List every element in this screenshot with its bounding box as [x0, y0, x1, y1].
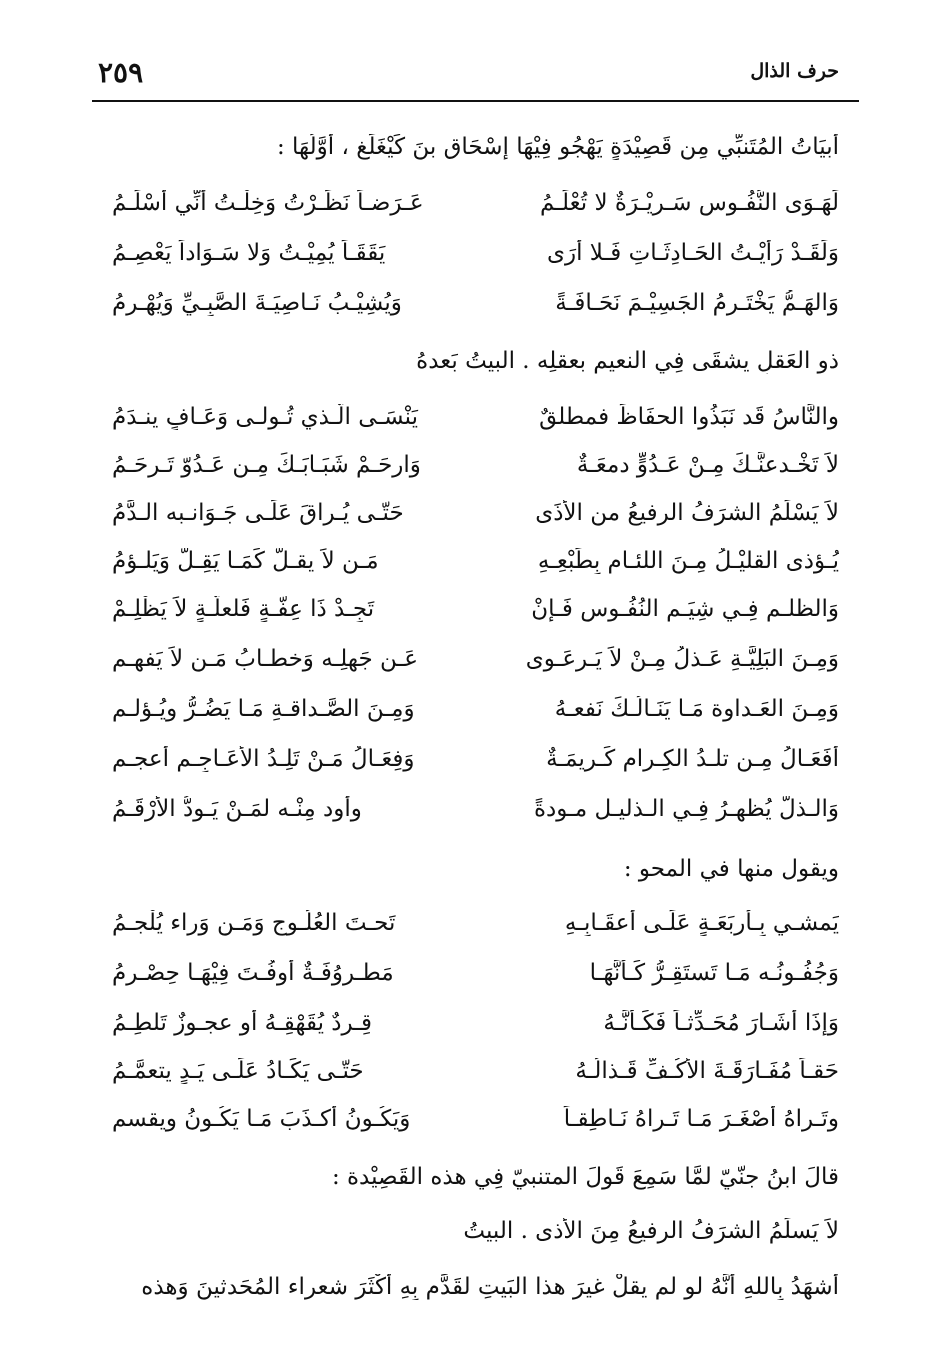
hemistich-first: وَإذَا أشَـارَ مُحَـدِّثـاً فَكَـأنَّـهُ	[603, 1010, 839, 1036]
verse-2-8	[112, 746, 839, 786]
hemistich-first: لَهَـوَى النُّفُـوسِ سَـرِيْـرَةٌ لا تُعْلَـمُ	[540, 190, 839, 216]
hemistich-first: وَمِـنَ العَـداوة مَـا يَنَـالُـكَ نَفعـهُ	[554, 696, 839, 722]
hemistich-first: لاَ تَخْـدعنَّـكَ مِـنْ عَـدُوٍّ دمعَـةٌ	[576, 452, 839, 478]
intro-line: أبيَاتُ المُتَنبِّي مِن قَصِيْدَةٍ يَهْجُو فِيْهَا إسْحَاق بنَ كَيْغَلَغ ، أوَّلُهَا :	[276, 134, 839, 160]
verse-2-3	[112, 500, 839, 540]
hemistich-second: يَقَقَـاً يُمِيْـتُ وَلا سَـوَاداً يَعْصِـمُ	[112, 240, 386, 266]
page-number: ٢٥٩	[98, 56, 144, 89]
hemistich-second: يَنْسَـى الَّـذي تُـولـى وَعَـافٍ ينـدَمُ	[112, 404, 418, 430]
hemistich-first: وتَـراهُ أصْغَـرَ مَـا تَـراهُ نَـاطِقـاً	[563, 1106, 839, 1132]
hemistich-second: وَيَكُـونُ أكـذَبَ مَـا يَكُـونُ ويقسم	[112, 1106, 411, 1132]
hemistich-first: والنَّاسُ قَد نَبَذُوا الحفَاظَ فمطلقٌ	[539, 404, 839, 430]
hemistich-first: وَجُفُـونُـه مَـا تَستَقِـرُّ كَـأنَّهَـا	[589, 960, 839, 986]
hemistich-second: عَـن جَهلِـه وَخطـابُ مَـن لاَ يَفهـم	[112, 646, 418, 672]
prose-line: أَشهَدُ بِاللهِ أَنَّهُ لو لم يقلْ غيرَ هذا البَيتِ لقَدَّم بِهِ أكْثَرَ شعراء المُحَدثينَ وَهذه	[141, 1274, 839, 1300]
hemistich-second: عَـرَضـاً نَظَـرْتُ وَخِلْـتُ أنِّي أسْلَـمُ	[112, 190, 424, 216]
hemistich-second: حَتّـى يَكَـادُ عَلَـى يَـدٍ يتعمَّـمُ	[112, 1058, 364, 1084]
header-rule	[92, 100, 859, 102]
hemistich-second: وَارحَـمْ شَبَـابَـكَ مِـن عَـدُوّ تَـرحَـمُ	[112, 452, 421, 478]
verse-2-6	[112, 646, 839, 686]
verse-1-2	[112, 240, 839, 280]
verse-1-1	[112, 190, 839, 230]
verse-2-5	[112, 596, 839, 636]
verse-2-9	[112, 796, 839, 836]
hemistich-first: وَلَقَـدْ رَأيْـتُ الحَـادِثَـاتِ فَـلا أرَى	[546, 240, 839, 266]
hemistich-second: وَيُشِيْـبُ نَـاصِيَـةَ الصَّبِـيِّ وَيُهْـرِمُ	[112, 290, 402, 316]
verse-3-1	[112, 910, 839, 950]
verse-2-7	[112, 696, 839, 736]
hemistich-first: لاَ يَسْلَمُ الشرَفُ الرفيعُ من الأذَى	[535, 500, 839, 526]
hemistich-first: وَالـذلُّ يُظهِـرُ فِـي الـذليـل مـودةً	[533, 796, 839, 822]
hemistich-first: وَالهَـمُّ يَخْتَـرِمُ الجَسِيْـمَ نَحَـافَـةً	[555, 290, 839, 316]
hemistich-second: تَحـتَ العُلُـوجِ وَمَـن وَراء يُلْجـمُ	[112, 910, 396, 936]
note-line: ذو العَقلِ يشقَى فِي النعيمِ بعقلِه . البيتُ بَعدهُ	[416, 348, 839, 374]
hemistich-first: يَمشـي بِـأربَعَـةٍ عَلَـى أعقَـابِـهِ	[564, 910, 839, 936]
hemistich-second: تَجِـدْ ذَا عِفَّـةٍ فَلعلَّـةٍ لاَ يَظْلِـمْ	[112, 596, 375, 622]
hemistich-second: مَـن لاَ يقـلُّ كَمَـا يَقِـلُّ وَيَلـؤمُ	[112, 548, 379, 574]
hemistich-first: وَمِـنَ البَلِيَّـةِ عَـذلُ مِـنْ لاَ يَـرعَـوى	[525, 646, 839, 672]
verse-2-2	[112, 452, 839, 492]
verse-3-2	[112, 960, 839, 1000]
hemistich-second: وأود مِنْـه لمَـنْ يَـودُّ الأرْقَـمُ	[112, 796, 362, 822]
verse-1-3	[112, 290, 839, 330]
hemistich-first: حَقـاً مُفَـارَقَـةَ الأكُـفِّ قَـذالُـهُ	[575, 1058, 839, 1084]
hemistich-second: وَفِعَـالُ مَـنْ تَلِـدُ الأعَـاجِـم أعجـم	[112, 746, 415, 772]
hemistich-second: حَتّـى يُـراقَ عَلَـى جَـوَانـبه الـدَّمُ	[112, 500, 404, 526]
prose-line: لاَ يَسلَمُ الشرَفُ الرفيعُ مِنَ الأذى . البيتُ	[463, 1218, 839, 1244]
running-title: حرف الذال	[750, 60, 839, 82]
prose-line: قالَ ابنُ جنّيّ لمَّا سَمِعَ قَولَ المتنبيّ فِي هذه القَصِيْدة :	[331, 1164, 839, 1190]
hemistich-second: وَمِـنَ الصَّـداقـةِ مَـا يَضُـرُّ ويُـؤلـم	[112, 696, 415, 722]
verse-3-3	[112, 1010, 839, 1050]
verse-3-4	[112, 1058, 839, 1098]
verse-2-1	[112, 404, 839, 444]
hemistich-first: يُـؤذى القليْـلُ مِـنَ اللئـام بِطَبْعِـهِ	[537, 548, 839, 574]
verse-2-4	[112, 548, 839, 588]
note-line: ويقول منها في المحو :	[623, 856, 839, 882]
hemistich-second: مَطـروُفَـةٌ أوفُـتَ فِيْهَـا حِصْـرِمُ	[112, 960, 394, 986]
hemistich-first: وَالظلـم فِـي شِيَـم النُفُـوس فَـإنْ	[531, 596, 839, 622]
hemistich-first: أفَعَـالُ مِـن تلـدُ الكِـرام كَـريمَـةٌ	[546, 746, 839, 772]
hemistich-second: قِـردٌ يُقَهْقِـهُ أو عجـوزٌ تَلطِـمُ	[112, 1010, 372, 1036]
verse-3-5	[112, 1106, 839, 1146]
